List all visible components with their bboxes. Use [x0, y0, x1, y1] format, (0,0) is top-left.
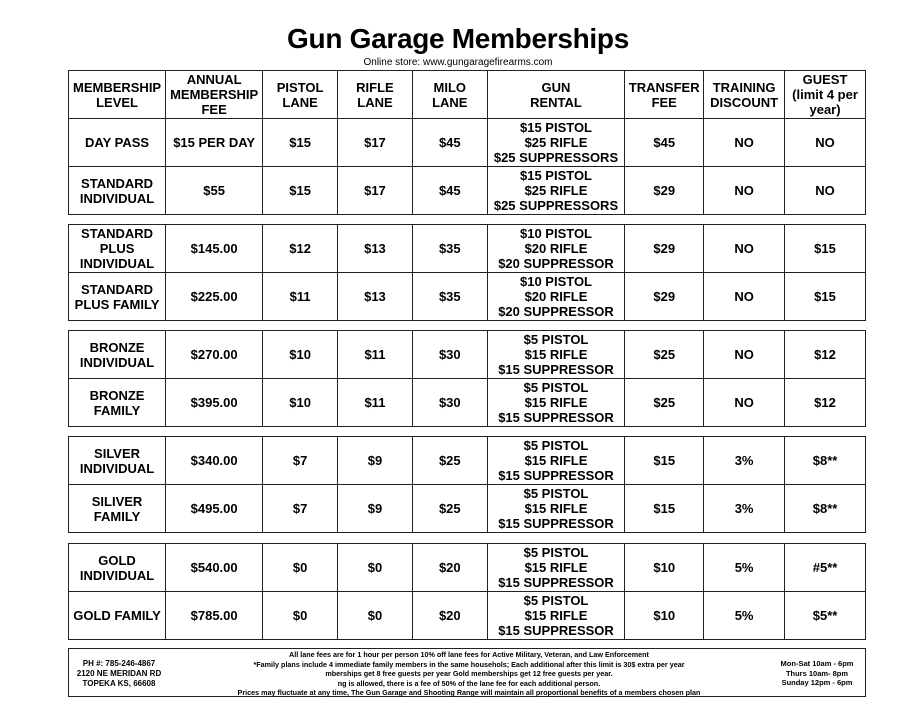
cell-rental	[487, 273, 625, 321]
cell-rental-line: $15 RIFLE	[524, 347, 588, 362]
cell-level	[69, 273, 166, 321]
cell-rental-line: $15 RIFLE	[524, 560, 588, 575]
header-guest-line: (limit 4 per	[792, 87, 858, 102]
contact-line: 2120 NE MERIDAN RD	[76, 669, 162, 678]
header-pistol	[263, 71, 338, 119]
cell-rental-line: $15 PISTOL	[519, 168, 592, 183]
cell-level	[69, 119, 166, 167]
cell-transfer: $29	[625, 167, 704, 215]
table-row	[69, 331, 866, 379]
cell-rental-line: $5 PISTOL	[523, 438, 589, 453]
header-milo	[412, 71, 487, 119]
header-rental	[487, 71, 625, 119]
online-store-link[interactable]: Online store: www.gungaragefirearms.com	[363, 57, 553, 68]
header-training-line: TRAINING	[712, 79, 776, 95]
note-line: ng is allowed, there is a fee of 50% of the lane fee for each additional person.	[337, 678, 601, 688]
cell-level-line: PLUS FAMILY	[74, 296, 160, 312]
cell-rifle: $13	[338, 273, 413, 321]
header-rifle-line: LANE	[357, 94, 393, 110]
cell-rental-line: $15 RIFLE	[524, 453, 588, 468]
cell-level-line: FAMILY	[93, 402, 141, 418]
cell-pistol: $15	[263, 167, 338, 215]
cell-level-line: SILVER	[94, 445, 141, 461]
cell-level-line: INDIVIDUAL	[79, 190, 155, 206]
cell-rifle: $17	[338, 167, 413, 215]
cell-rental	[487, 331, 625, 379]
cell-fee: $270.00	[166, 331, 263, 379]
cell-level-line: STANDARD	[81, 226, 154, 241]
cell-rental-line: $25 SUPPRESSORS	[493, 150, 619, 165]
cell-rental-line: $15 RIFLE	[524, 395, 588, 410]
cell-level	[69, 544, 166, 592]
cell-rental	[487, 225, 625, 273]
table-row	[69, 379, 866, 427]
cell-rental-line: $25 RIFLE	[524, 183, 588, 198]
header-guest-line: GUEST	[802, 72, 848, 87]
note-line: mberships get 8 free guests per year Gold memberships get 12 free guests per year.	[325, 669, 613, 678]
cell-milo: $45	[412, 119, 487, 167]
cell-rifle: $17	[338, 119, 413, 167]
cell-rental-line: $5 PISTOL	[523, 593, 589, 608]
cell-fee: $395.00	[166, 379, 263, 427]
cell-training: NO	[704, 119, 785, 167]
cell-training: 5%	[704, 544, 785, 592]
cell-guest: $5**	[785, 592, 866, 640]
cell-transfer: $45	[625, 119, 704, 167]
cell-rifle: $9	[338, 485, 413, 533]
cell-pistol: $10	[263, 379, 338, 427]
cell-rental	[487, 544, 625, 592]
table-row	[69, 119, 866, 167]
cell-level-line: STANDARD	[81, 175, 154, 191]
cell-transfer: $29	[625, 273, 704, 321]
cell-pistol: $15	[263, 119, 338, 167]
cell-rental-line: $20 SUPPRESSOR	[498, 304, 614, 319]
cell-pistol: $7	[263, 437, 338, 485]
header-level	[69, 71, 166, 119]
cell-training: NO	[704, 167, 785, 215]
cell-rental-line: $15 SUPPRESSOR	[498, 575, 614, 590]
cell-pistol: $0	[263, 592, 338, 640]
header-milo-line: MILO	[433, 79, 467, 95]
table-row	[69, 225, 866, 273]
cell-training: 3%	[704, 485, 785, 533]
hours-line: Sunday 12pm - 6pm	[781, 678, 853, 687]
table-row	[69, 273, 866, 321]
cell-training: NO	[704, 225, 785, 273]
cell-rifle: $0	[338, 592, 413, 640]
cell-rental	[487, 485, 625, 533]
cell-rental-line: $5 PISTOL	[523, 332, 589, 347]
cell-level-line: GOLD	[98, 552, 136, 568]
header-level-line: MEMBERSHIP	[72, 79, 162, 95]
cell-milo: $25	[412, 437, 487, 485]
header-fee-line: ANNUAL	[186, 72, 242, 87]
contact-line: PH #: 785-246-4867	[82, 659, 156, 668]
table-row	[69, 544, 866, 592]
cell-pistol: $12	[263, 225, 338, 273]
cell-training: 3%	[704, 437, 785, 485]
cell-level-line: INDIVIDUAL	[79, 460, 155, 476]
cell-pistol: $10	[263, 331, 338, 379]
cell-fee: $15 PER DAY	[166, 119, 263, 167]
fine-print-notes	[169, 650, 769, 698]
note-line: Prices may fluctuate at any time, The Gun Garage and Shooting Range will maintain all proportional benefits of a members chosen plan	[237, 688, 701, 697]
cell-level-line: INDIVIDUAL	[79, 256, 155, 271]
cell-guest: #5**	[785, 544, 866, 592]
cell-rental-line: $15 RIFLE	[524, 608, 588, 623]
header-pistol-line: PISTOL	[276, 79, 324, 95]
footer-box	[68, 648, 866, 697]
cell-guest: $12	[785, 331, 866, 379]
cell-milo: $45	[412, 167, 487, 215]
cell-transfer: $29	[625, 225, 704, 273]
membership-table-group-2	[68, 224, 866, 321]
cell-transfer: $10	[625, 592, 704, 640]
header-rifle-line: RIFLE	[356, 79, 394, 95]
cell-pistol: $11	[263, 273, 338, 321]
cell-rental-line: $20 SUPPRESSOR	[498, 256, 614, 271]
cell-rifle: $9	[338, 437, 413, 485]
header-row	[69, 71, 866, 119]
cell-level-line: INDIVIDUAL	[79, 567, 155, 583]
table-row	[69, 485, 866, 533]
cell-level	[69, 592, 166, 640]
cell-rental	[487, 592, 625, 640]
hours-line: Mon-Sat 10am - 6pm	[780, 659, 854, 668]
cell-rental	[487, 167, 625, 215]
table-row	[69, 437, 866, 485]
cell-guest: NO	[785, 167, 866, 215]
header-transfer-line: FEE	[651, 94, 677, 110]
cell-milo: $30	[412, 331, 487, 379]
header-rental-line: GUN	[541, 79, 571, 95]
membership-table-group-5	[68, 543, 866, 640]
cell-level-line: BRONZE	[89, 339, 145, 355]
cell-level	[69, 331, 166, 379]
table-row	[69, 167, 866, 215]
cell-rental-line: $25 RIFLE	[524, 135, 588, 150]
header-rental-line: RENTAL	[530, 94, 582, 110]
cell-level-line: GOLD FAMILY	[73, 608, 161, 623]
business-hours	[772, 659, 862, 688]
contact-info	[72, 659, 166, 689]
cell-rental-line: $5 PISTOL	[523, 486, 589, 501]
cell-rifle: $11	[338, 331, 413, 379]
cell-rifle: $11	[338, 379, 413, 427]
cell-milo: $20	[412, 592, 487, 640]
cell-fee: $55	[166, 167, 263, 215]
cell-pistol: $0	[263, 544, 338, 592]
cell-rental-line: $15 SUPPRESSOR	[498, 410, 614, 425]
cell-transfer: $15	[625, 485, 704, 533]
cell-training: NO	[704, 379, 785, 427]
cell-milo: $35	[412, 273, 487, 321]
cell-rental-line: $20 RIFLE	[524, 289, 588, 304]
membership-table-group-1	[68, 70, 866, 215]
cell-milo: $30	[412, 379, 487, 427]
cell-level-line: SILIVER	[91, 493, 143, 509]
header-fee	[166, 71, 263, 119]
cell-rifle: $0	[338, 544, 413, 592]
cell-level	[69, 485, 166, 533]
cell-milo: $25	[412, 485, 487, 533]
cell-guest: $12	[785, 379, 866, 427]
header-training-line: DISCOUNT	[710, 94, 779, 110]
page-title: Gun Garage Memberships	[287, 23, 629, 54]
header-transfer	[625, 71, 704, 119]
cell-rifle: $13	[338, 225, 413, 273]
header-level-line: LEVEL	[96, 94, 138, 110]
cell-level	[69, 225, 166, 273]
cell-training: NO	[704, 273, 785, 321]
cell-level	[69, 167, 166, 215]
cell-rental-line: $20 RIFLE	[524, 241, 588, 256]
cell-fee: $785.00	[166, 592, 263, 640]
cell-guest: NO	[785, 119, 866, 167]
header-pistol-line: LANE	[282, 94, 318, 110]
header-transfer-line: TRANSFER	[628, 79, 700, 95]
membership-table-group-3	[68, 330, 866, 427]
cell-level-line: FAMILY	[93, 508, 141, 524]
header-milo-line: LANE	[432, 94, 468, 110]
cell-level-line: STANDARD	[81, 281, 154, 297]
cell-guest: $15	[785, 225, 866, 273]
membership-table-group-4	[68, 436, 866, 533]
note-line: *Family plans include 4 immediate family members in the same househols; Each additional after this limit is 30$ extra per year	[253, 659, 685, 669]
header-training	[704, 71, 785, 119]
note-line: All lane fees are for 1 hour per person 10% off lane fees for Active Military, Veteran, and Law Enforcement	[289, 650, 649, 659]
header-guest	[785, 71, 866, 119]
cell-level-line: INDIVIDUAL	[79, 354, 155, 370]
cell-guest: $8**	[785, 437, 866, 485]
header-fee-line: FEE	[201, 102, 227, 117]
cell-level-line: PLUS	[99, 241, 135, 256]
header-rifle	[338, 71, 413, 119]
cell-rental-line: $10 PISTOL	[519, 226, 592, 241]
cell-training: 5%	[704, 592, 785, 640]
cell-transfer: $10	[625, 544, 704, 592]
cell-level	[69, 379, 166, 427]
cell-transfer: $25	[625, 331, 704, 379]
cell-rental-line: $15 SUPPRESSOR	[498, 516, 614, 531]
contact-line: TOPEKA KS, 66608	[82, 679, 156, 688]
cell-level	[69, 437, 166, 485]
header-guest-line: year)	[809, 102, 841, 117]
cell-rental	[487, 119, 625, 167]
cell-rental-line: $15 SUPPRESSOR	[498, 468, 614, 483]
cell-rental-line: $5 PISTOL	[523, 380, 589, 395]
cell-fee: $540.00	[166, 544, 263, 592]
cell-fee: $340.00	[166, 437, 263, 485]
cell-rental-line: $15 SUPPRESSOR	[498, 362, 614, 377]
header-fee-line: MEMBERSHIP	[170, 87, 259, 102]
cell-rental-line: $5 PISTOL	[523, 545, 589, 560]
cell-rental-line: $15 PISTOL	[519, 120, 592, 135]
cell-guest: $15	[785, 273, 866, 321]
cell-rental	[487, 379, 625, 427]
cell-rental-line: $15 SUPPRESSOR	[498, 623, 614, 638]
cell-rental-line: $10 PISTOL	[519, 274, 592, 289]
hours-line: Thurs 10am- 8pm	[785, 668, 849, 678]
cell-rental	[487, 437, 625, 485]
cell-pistol: $7	[263, 485, 338, 533]
cell-rental-line: $25 SUPPRESSORS	[493, 198, 619, 213]
cell-level-line: BRONZE	[89, 387, 145, 403]
cell-guest: $8**	[785, 485, 866, 533]
table-row	[69, 592, 866, 640]
cell-milo: $20	[412, 544, 487, 592]
cell-transfer: $25	[625, 379, 704, 427]
cell-fee: $225.00	[166, 273, 263, 321]
cell-milo: $35	[412, 225, 487, 273]
cell-fee: $145.00	[166, 225, 263, 273]
cell-transfer: $15	[625, 437, 704, 485]
cell-level-line: DAY PASS	[85, 135, 150, 150]
cell-training: NO	[704, 331, 785, 379]
cell-rental-line: $15 RIFLE	[524, 501, 588, 516]
cell-fee: $495.00	[166, 485, 263, 533]
